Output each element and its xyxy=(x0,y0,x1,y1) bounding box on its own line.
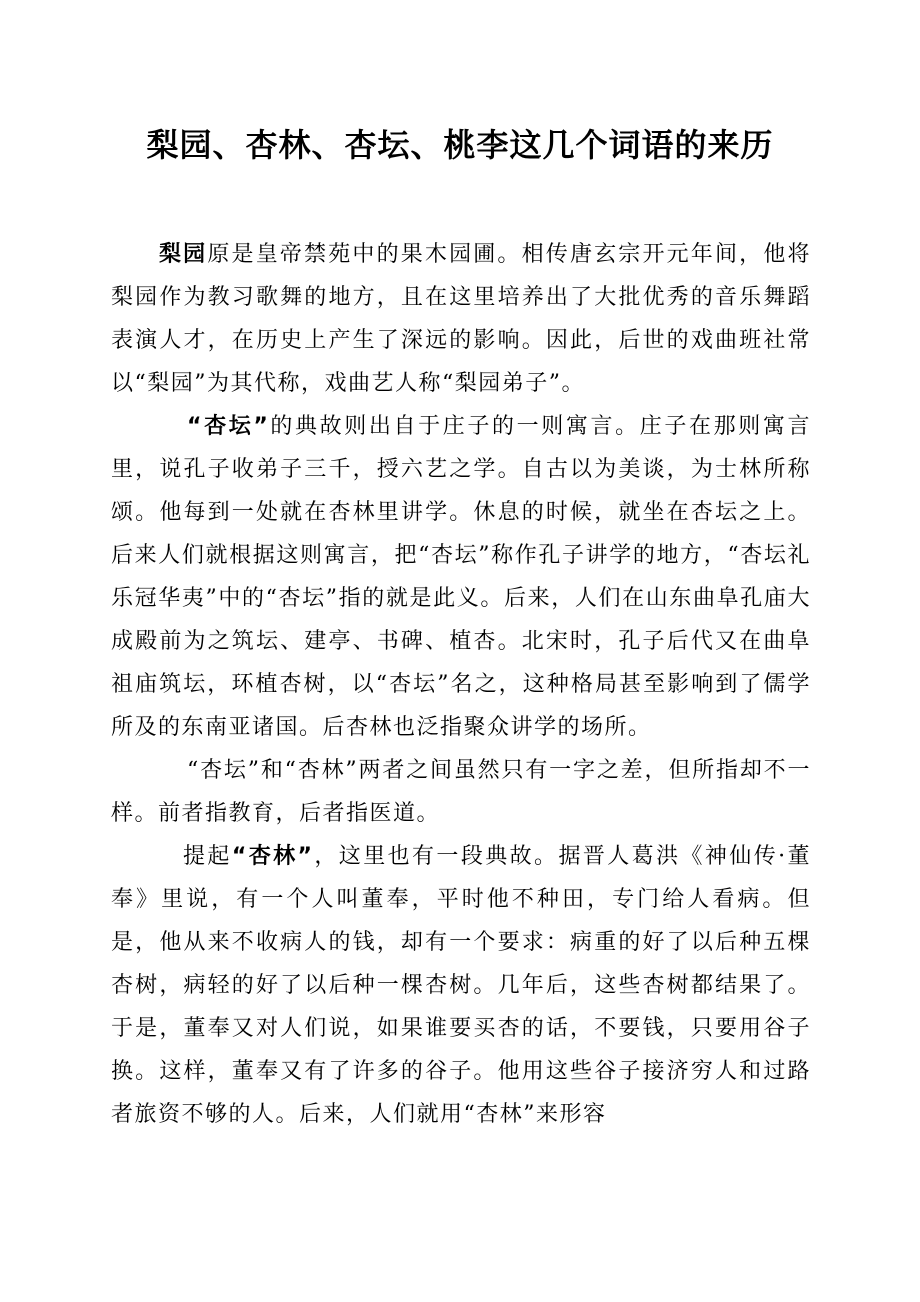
document-body xyxy=(111,233,811,1136)
paragraph-xingtan xyxy=(111,405,811,749)
paragraph-xinglin xyxy=(111,835,811,1136)
paragraph-liyuan xyxy=(111,233,811,405)
paragraph-difference: “杏坛”和“杏林”两者之间虽然只有一字之差，但所指却不一样。前者指教育，后者指医道。 xyxy=(111,758,811,826)
term-xinglin: “杏林” xyxy=(231,844,314,869)
paragraph-xinglin-prefix: 提起 xyxy=(183,844,232,869)
term-liyuan: 梨园 xyxy=(159,242,208,267)
paragraph-xingtan-text: 的典故则出自于庄子的一则寓言。庄子在那则寓言里，说孔子收弟子三千，授六艺之学。自古以为美谈，为士林所称颂。他每到一处就在杏林里讲学。休息的时候，就坐在杏坛之上。后来人们就根据这则寓言，把“杏坛”称作孔子讲学的地方，“杏坛礼乐冠华夷”中的“杏坛”指的就是此义。后来，人们在山东曲阜孔庙大成殿前为之筑坛、建亭、书碑、植杏。北宋时，孔子后代又在曲阜祖庙筑坛，环植杏树，以“杏坛”名之，这种格局甚至影响到了儒学所及的东南亚诸国。后杏林也泛指聚众讲学的场所。 xyxy=(111,414,811,740)
term-xingtan: “杏坛” xyxy=(187,414,270,439)
document-title: 梨园、杏林、杏坛、桃李这几个词语的来历 xyxy=(146,126,774,164)
paragraph-liyuan-text: 原是皇帝禁苑中的果木园圃。相传唐玄宗开元年间，他将梨园作为教习歌舞的地方，且在这里培养出了大批优秀的音乐舞蹈表演人才，在历史上产生了深远的影响。因此，后世的戏曲班社常以“梨园”为其代称，戏曲艺人称“梨园弟子”。 xyxy=(111,242,811,396)
paragraph-xinglin-text: ，这里也有一段典故。据晋人葛洪《神仙传·董奉》里说，有一个人叫董奉，平时他不种田，专门给人看病。但是，他从来不收病人的钱，却有一个要求：病重的好了以后种五棵杏树，病轻的好了以后种一棵杏树。几年后，这些杏树都结果了。于是，董奉又对人们说，如果谁要买杏的话，不要钱，只要用谷子换。这样，董奉又有了许多的谷子。他用这些谷子接济穷人和过路者旅资不够的人。后来，人们就用“杏林”来形容 xyxy=(111,844,811,1127)
